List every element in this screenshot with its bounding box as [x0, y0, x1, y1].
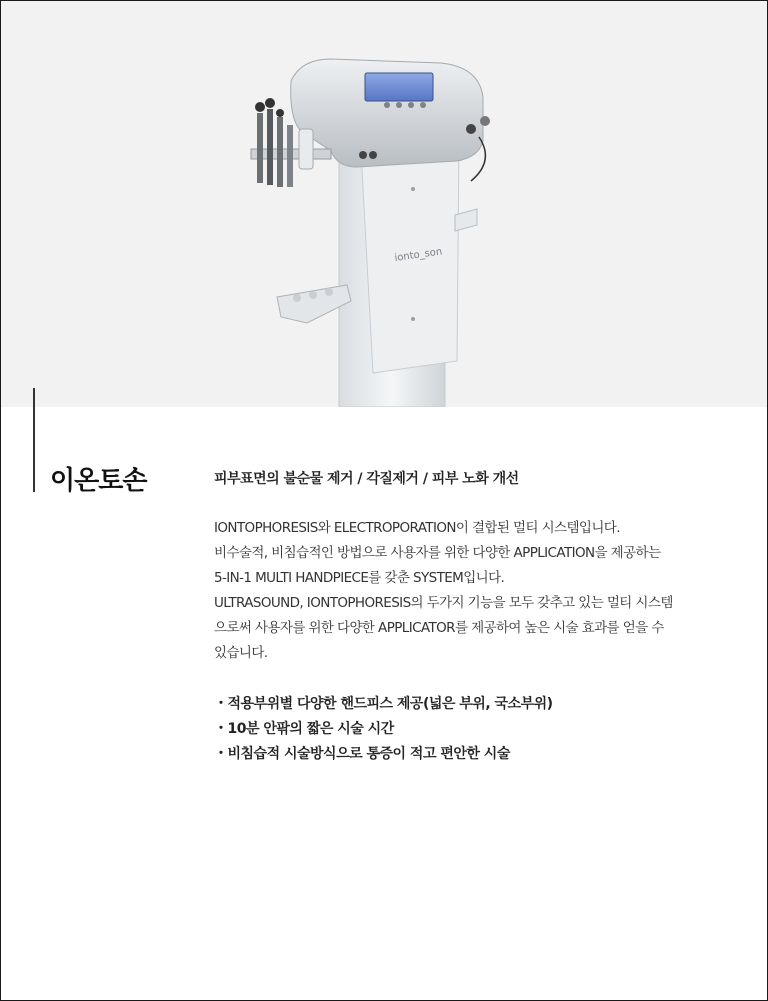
device-logo: ionto_son [393, 246, 443, 264]
description-line: 으로써 사용자를 위한 다양한 APPLICATOR를 제공하여 높은 시술 효과를 얻을 수 [214, 620, 664, 636]
feature-item: ・10분 안팎의 짧은 시술 시간 [214, 721, 394, 737]
description-line: ULTRASOUND, IONTOPHORESIS의 두가지 기능을 모두 갖추고 있는 멀티 시스템 [214, 595, 673, 611]
feature-item: ・비침습적 시술방식으로 통증이 적고 편안한 시술 [214, 746, 510, 762]
description-line: 비수술적, 비침습적인 방법으로 사용자를 위한 다양한 APPLICATION을 제공하는 [214, 545, 661, 561]
feature-item: ・적용부위별 다양한 핸드피스 제공(넓은 부위, 국소부위) [214, 696, 553, 712]
device-screen [365, 73, 433, 101]
product-image-area [1, 1, 767, 407]
device-image [1, 1, 767, 407]
feature-list [214, 692, 553, 767]
product-description [214, 516, 734, 666]
description-line: IONTOPHORESIS와 ELECTROPORATION이 결합된 멀티 시스템입니다. [214, 520, 620, 536]
product-tagline: 피부표면의 불순물 제거 / 각질제거 / 피부 노화 개선 [214, 471, 519, 487]
accent-line [33, 388, 35, 492]
description-line: 5-IN-1 MULTI HANDPIECE를 갖춘 SYSTEM입니다. [214, 570, 505, 586]
product-name: 이온토손 [50, 466, 147, 496]
description-line: 있습니다. [214, 645, 268, 661]
